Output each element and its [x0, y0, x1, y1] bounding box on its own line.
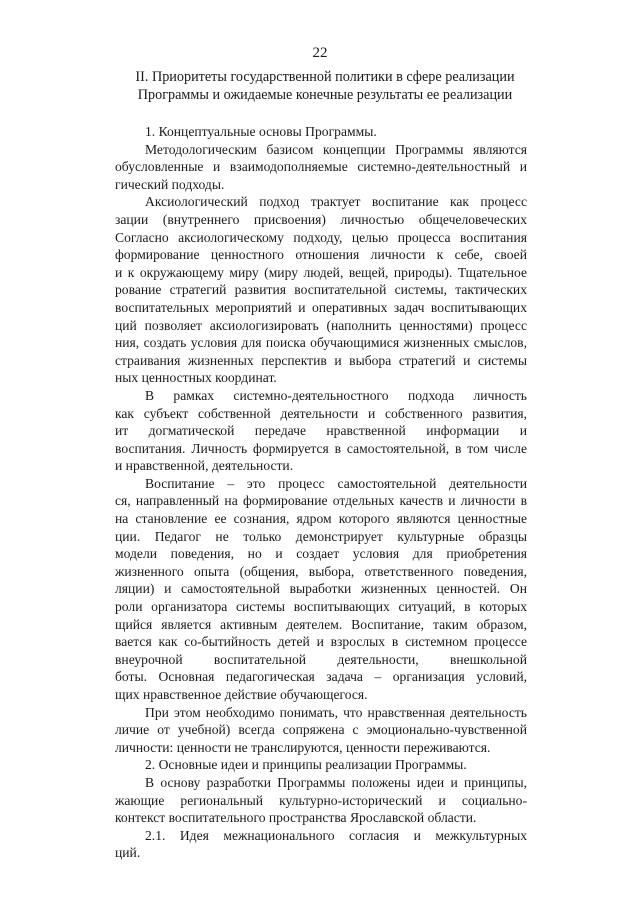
text-line: вается как со-бытийность детей и взрослых в системном процессе: [115, 634, 527, 650]
text-line: 2. Основные идеи и принципы реализации Программы.: [145, 757, 467, 773]
text-line: щийся является активным деятелем. Воспитание, таким образом,: [115, 616, 527, 632]
text-line: как субъект собственной деятельности и собственного развития,: [115, 405, 527, 421]
text-line: В рамках системно-деятельностного подхода личность: [145, 387, 527, 403]
text-line: воспитания. Личность формируется в самостоятельной, в том числе: [115, 440, 527, 456]
text-line: ций.: [115, 845, 141, 861]
text-line: формирование ценностного отношения личности к себе, своей: [115, 247, 527, 263]
text-line: ции. Педагог не только демонстрирует культурные образцы: [115, 528, 527, 544]
text-line: личности: ценности не транслируются, ценности переживаются.: [115, 739, 491, 755]
text-line: боты. Основная педагогическая задача – организация условий,: [115, 669, 527, 685]
paragraph: [115, 123, 527, 141]
text-line: ит догматической передаче нравственной информации и: [115, 423, 527, 439]
paragraph: [115, 704, 527, 757]
text-line: жающие региональный культурно-исторический и социально-: [115, 792, 527, 808]
text-line: Согласно аксиологическому подходу, целью процесса воспитания: [115, 229, 527, 245]
paragraph: [115, 193, 527, 387]
text-line: ных ценностных координат.: [115, 370, 277, 386]
text-line: личие от учебной) всегда сопряжена с эмоционально-чувственной: [115, 722, 527, 738]
text-line: роли организатора системы воспитывающих ситуаций, в которых: [115, 599, 527, 615]
text-line: Аксиологический подход трактует воспитание как процесс: [145, 194, 527, 210]
paragraph: [115, 756, 527, 774]
text-line: гический подходы.: [115, 176, 225, 192]
paragraph: [115, 827, 527, 862]
body-text: [115, 123, 527, 862]
text-line: внеурочной воспитательной деятельности, внешкольной: [115, 651, 527, 667]
text-line: рование стратегий развития воспитательной системы, тактических: [115, 282, 527, 298]
text-line: щих нравственное действие обучающегося.: [115, 687, 368, 702]
text-line: 2.1. Идея межнационального согласия и межкультурных: [145, 827, 527, 843]
text-line: ций позволяет аксиологизировать (наполнить ценностями) процесс: [115, 317, 527, 333]
text-line: Воспитание – это процесс самостоятельной деятельности: [145, 475, 527, 491]
text-line: контекст воспитательного пространства Ярославской области.: [115, 810, 477, 826]
paragraph: [115, 387, 527, 475]
heading-line: Программы и ожидаемые конечные результаты ее реализации: [137, 86, 513, 103]
text-line: страивания жизненных перспектив и выбора стратегий и системы: [115, 352, 527, 368]
paragraph: [115, 774, 527, 827]
section-heading: [110, 68, 540, 103]
text-line: Методологическим базисом концепции Программы являются: [145, 141, 527, 157]
text-line: ляции) и самостоятельной выработки жизненных ценностей. Он: [115, 581, 527, 597]
text-line: В основу разработки Программы положены идеи и принципы,: [145, 774, 527, 790]
heading-line: II. Приоритеты государственной политики в сфере реализации: [135, 69, 515, 85]
text-line: ния, создать условия для поиска обучающимися жизненных смыслов,: [115, 335, 527, 351]
text-line: воспитательных мероприятий и оперативных задач воспитывающих: [115, 299, 527, 315]
text-line: 1. Концептуальные основы Программы.: [145, 124, 377, 139]
text-line: модели поведения, но и создает условия для приобретения: [115, 546, 527, 562]
text-line: жизненного опыта (общения, выбора, ответственного поведения,: [115, 563, 527, 579]
page-number: 22: [312, 45, 328, 61]
text-line: ся, направленный на формирование отдельных качеств и личности в: [115, 493, 527, 509]
text-line: и нравственной, деятельности.: [115, 458, 294, 474]
text-line: обусловленные и взаимодополняемые системно-деятельностный и: [115, 159, 527, 175]
text-line: зации (внутреннего присвоения) личностью общечеловеческих: [115, 211, 527, 227]
paragraph: [115, 475, 527, 704]
text-line: на становление ее сознания, ядром которого являются ценностные: [115, 511, 527, 527]
paragraph: [115, 141, 527, 194]
text-line: При этом необходимо понимать, что нравственная деятельность: [145, 704, 527, 720]
text-line: и к окружающему миру (миру людей, вещей, природы). Тщательное: [115, 264, 527, 280]
